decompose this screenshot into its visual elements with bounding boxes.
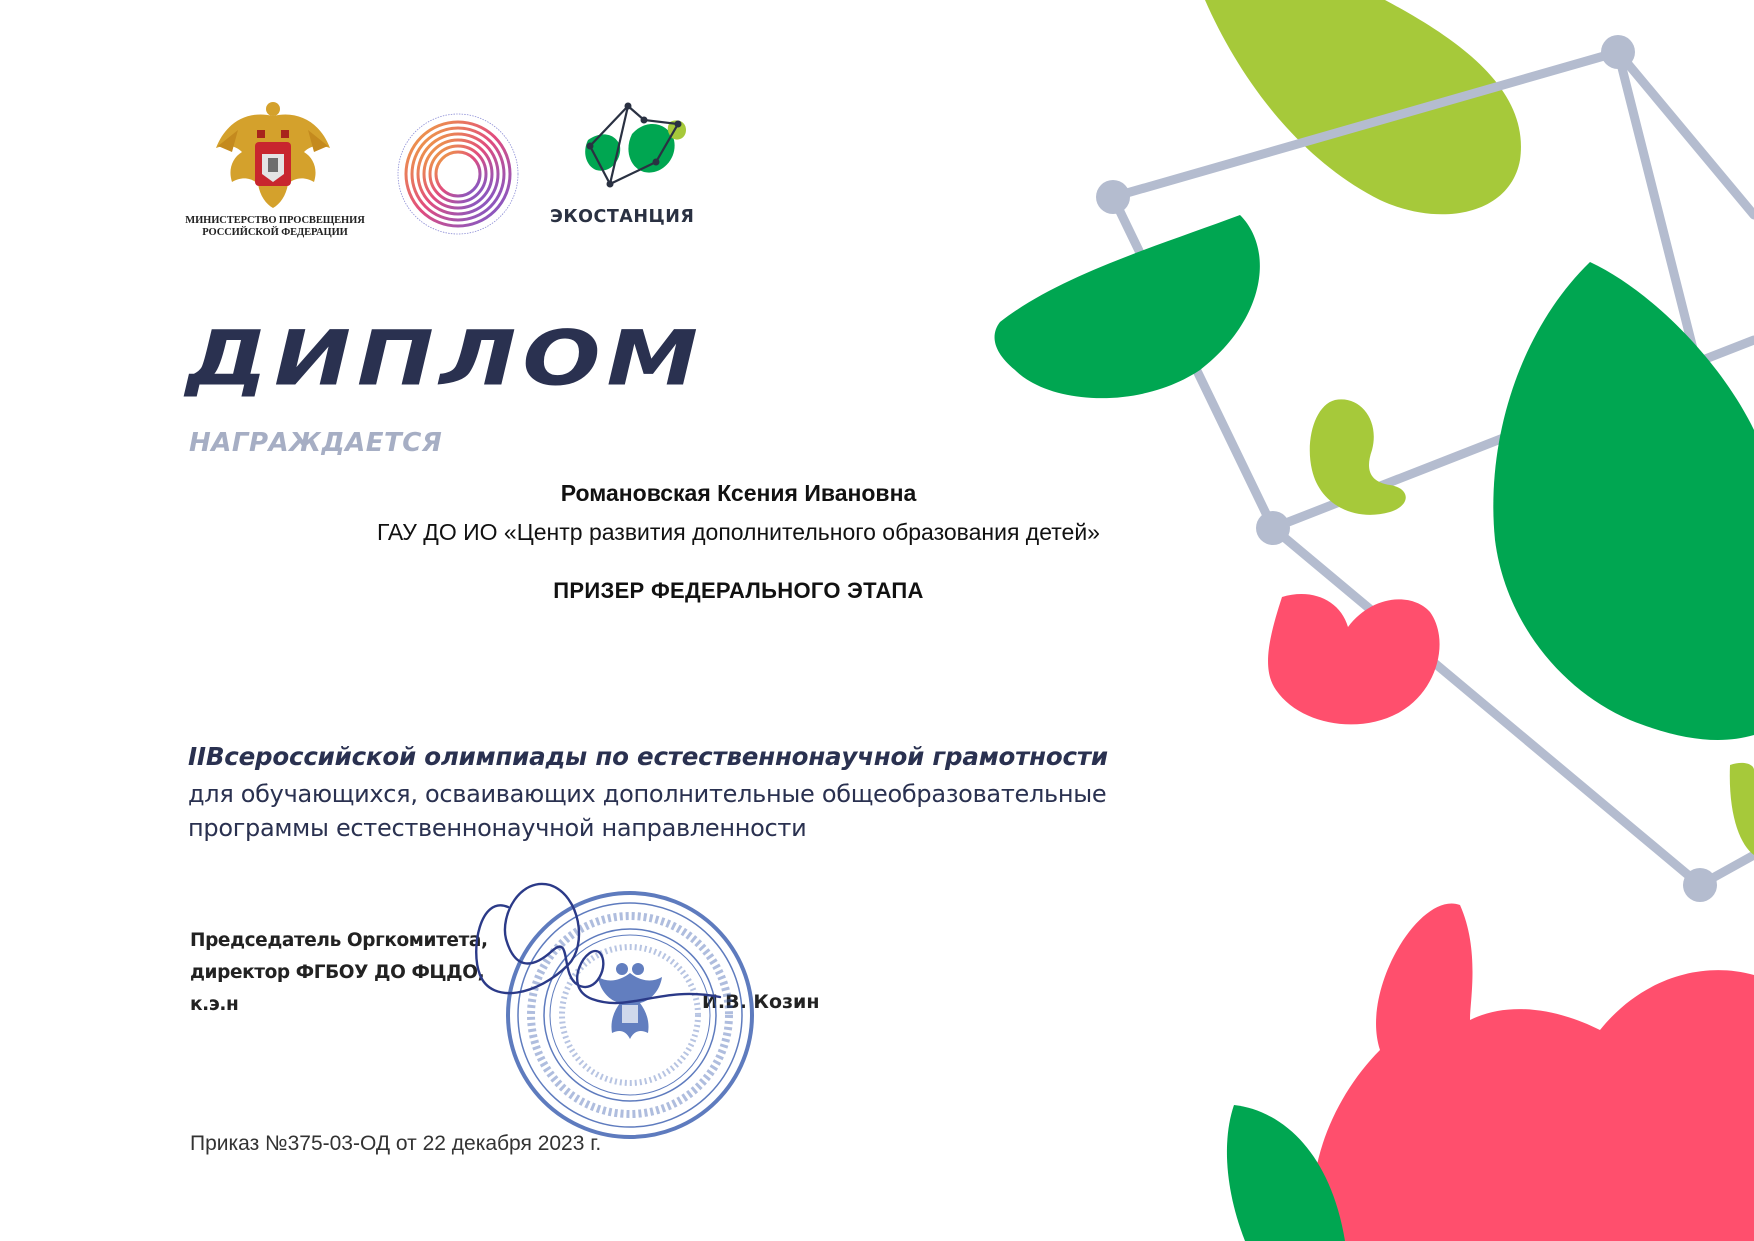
- dark-green-leaf-left: [995, 215, 1260, 398]
- signer-position-line3: к.э.н: [190, 994, 239, 1015]
- signer-name: И.В. Козин: [702, 991, 820, 1013]
- pink-flower-bottom: [1313, 903, 1754, 1241]
- signer-position-line1: Председатель Оргкомитета,: [190, 930, 488, 951]
- light-green-leaf-top: [1205, 0, 1521, 214]
- ministry-caption-line2: РОССИЙСКОЙ ФЕДЕРАЦИИ: [202, 227, 348, 238]
- order-reference: Приказ №375-03-ОД от 22 декабря 2023 г.: [190, 1132, 602, 1155]
- diploma-subtitle: НАГРАЖДАЕТСЯ: [189, 428, 443, 458]
- olympiad-description-line2: программы естественнонаучной направленности: [188, 814, 807, 842]
- eco-caption: ЭКОСТАНЦИЯ: [550, 207, 695, 227]
- pink-tulip-middle: [1268, 594, 1440, 724]
- award-status: ПРИЗЕР ФЕДЕРАЛЬНОГО ЭТАПА: [553, 578, 924, 603]
- olympiad-title: IIВсероссийской олимпиады по естественнонаучной грамотности: [188, 742, 1108, 771]
- official-stamp: [460, 855, 780, 1145]
- coat-of-arms-icon: [208, 100, 338, 212]
- eco-constellation-icon: [582, 100, 692, 192]
- diploma-title: ДИПЛОМ: [186, 314, 705, 403]
- ministry-caption-line1: МИНИСТЕРСТВО ПРОСВЕЩЕНИЯ: [185, 215, 365, 226]
- recipient-organization: ГАУ ДО ИО «Центр развития дополнительного образования детей»: [377, 519, 1100, 545]
- recipient-name: Романовская Ксения Ивановна: [560, 480, 917, 506]
- spiral-ring-icon: [394, 110, 522, 238]
- signer-position-line2: директор ФГБОУ ДО ФЦДО,: [190, 962, 485, 983]
- dark-green-drop-right: [1493, 262, 1754, 740]
- light-green-curl: [1310, 399, 1406, 514]
- ministry-caption: [185, 215, 365, 239]
- olympiad-description-line1: для обучающихся, осваивающих дополнительные общеобразовательные: [188, 780, 1107, 808]
- light-green-leaf-edge: [1730, 763, 1754, 855]
